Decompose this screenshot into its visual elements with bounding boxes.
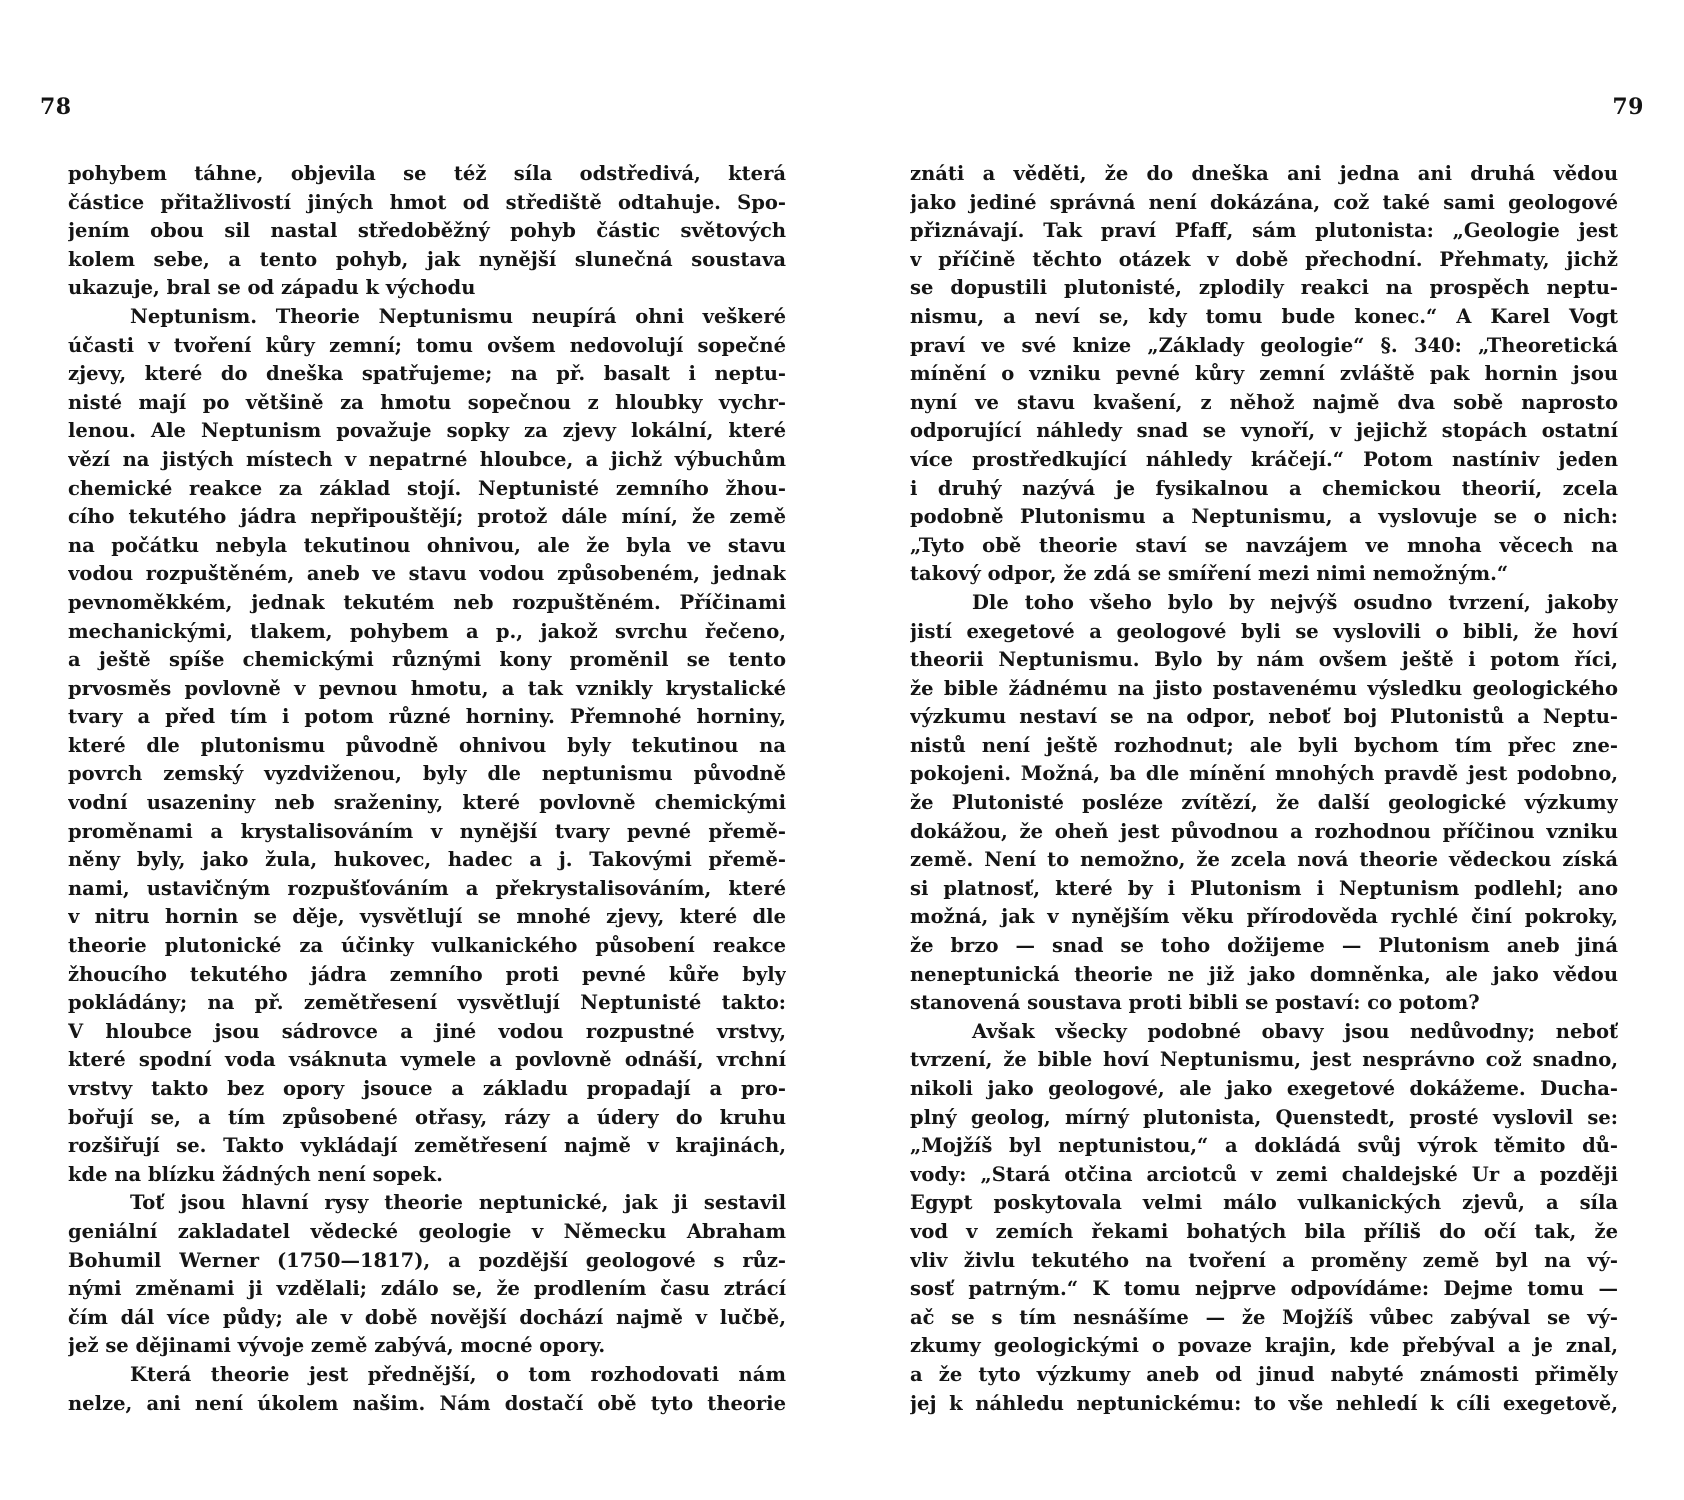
text-line: nými změnami ji vzdělali; zdálo se, že prodlením času ztrácí	[68, 1277, 786, 1301]
text-line: povrch zemský vyzdviženou, byly dle neptunismu původně	[68, 762, 786, 786]
text-line: se dopustili plutonisté, zplodily reakci na prospěch neptu-	[910, 276, 1618, 300]
text-line: částice přitažlivostí jiných hmot od střediště odtahuje. Spo-	[68, 190, 786, 214]
text-line: výzkumu nestaví se na odpor, neboť boj Plutonistů a Neptu-	[910, 705, 1618, 729]
text-line: jením obou sil nastal středoběžný pohyb částic světových	[68, 219, 786, 243]
text-line: podobně Plutonismu a Neptunismu, a vyslovuje se o nich:	[910, 505, 1618, 529]
text-line: „Tyto obě theorie staví se navzájem ve mnoha věcech na	[910, 533, 1618, 557]
text-line: na počátku nebyla tekutinou ohnivou, ale že byla ve stavu	[68, 533, 786, 557]
text-line: nistů není ještě rozhodnut; ale byli bychom tím přec zne-	[910, 733, 1618, 757]
text-line: Dle toho všeho bylo by nejvýš osudno tvrzení, jakoby	[972, 590, 1618, 614]
text-line: i druhý nazývá je fysikalnou a chemickou theorií, zcela	[910, 476, 1618, 500]
text-line: sosť patrným.“ K tomu nejprve odpovídáme: Dejme tomu —	[910, 1277, 1618, 1301]
text-line: jako jediné správná není dokázána, což také sami geologové	[910, 190, 1618, 214]
text-line: znáti a věděti, že do dneška ani jedna ani druhá vědou	[910, 162, 1618, 185]
text-line: účasti v tvoření kůry zemní; tomu ovšem nedovolují sopečné	[68, 333, 786, 357]
text-line: jistí exegetové a geologové byli se vyslovili o bibli, že hoví	[910, 619, 1618, 643]
text-line: které spodní voda vsáknuta vymele a povlovně odnáší, vrchní	[68, 1048, 786, 1072]
text-line: že brzo — snad se toho dožijeme — Plutonism aneb jiná	[910, 934, 1618, 958]
text-line: jej k náhledu neptunickému: to vše nehledí k cíli exegetově,	[910, 1391, 1618, 1415]
text-line: země. Není to nemožno, že zcela nová theorie vědeckou získá	[910, 848, 1618, 872]
text-line: vězí na jistých místech v nepatrné hloubce, a jichž výbuchům	[68, 447, 786, 471]
text-line: „Mojžíš byl neptunistou,“ a dokládá svůj výrok těmito dů-	[910, 1134, 1618, 1158]
text-line: ukazuje, bral se od západu k východu	[68, 276, 476, 300]
text-line: v příčině těchto otázek v době přechodní. Přehmaty, jichž	[910, 247, 1618, 271]
text-line: kde na blízku žádných není sopek.	[68, 1162, 443, 1186]
text-line: vliv živlu tekutého na tvoření a proměny země byl na vý-	[910, 1248, 1618, 1272]
left-page-text	[68, 160, 786, 1418]
text-line: vodou rozpuštěném, aneb ve stavu vodou způsobeném, jednak	[68, 562, 786, 586]
text-line: theorie plutonické za účinky vulkanického působení reakce	[68, 934, 786, 958]
text-line: Toť jsou hlavní rysy theorie neptunické, jak ji sestavil	[130, 1191, 786, 1215]
text-line: více prostředkující náhledy kráčejí.“ Potom nastíniv jeden	[910, 447, 1618, 471]
text-line: něny byly, jako žula, hukovec, hadec a j. Takovými přemě-	[68, 848, 786, 872]
text-line: čím dál více půdy; ale v době novější dochází najmě v lučbě,	[68, 1305, 786, 1329]
text-line: a ještě spíše chemickými různými kony proměnil se tento	[68, 648, 786, 672]
text-line: jež se dějinami vývoje země zabývá, mocné opory.	[68, 1334, 606, 1358]
text-line: vrstvy takto bez opory jsouce a základu propadají a pro-	[68, 1077, 786, 1100]
text-line: nismu, a neví se, kdy tomu bude konec.“ A Karel Vogt	[910, 304, 1618, 328]
text-line: si platnosť, které by i Plutonism i Neptunism podlehl; ano	[910, 876, 1618, 900]
text-line: nisté mají po většině za hmotu sopečnou z hloubky vychr-	[68, 390, 786, 414]
text-line: Avšak všecky podobné obavy jsou nedůvodny; neboť	[972, 1019, 1618, 1043]
text-line: takový odpor, že zdá se smíření mezi nimi nemožným.“	[910, 562, 1509, 586]
text-line: cího tekutého jádra nepřipouštějí; protož dále míní, že země	[68, 505, 786, 529]
text-line: proměnami a krystalisováním v nynější tvary pevné přemě-	[68, 819, 786, 843]
text-line: nami, ustavičným rozpušťováním a překrystalisováním, které	[68, 876, 786, 900]
text-line: chemické reakce za základ stojí. Neptunisté zemního žhou-	[68, 476, 786, 500]
text-line: odporující náhledy snad se vynoří, v jejichž stopách ostatní	[910, 419, 1618, 443]
text-line: theorii Neptunismu. Bylo by nám ovšem ještě i potom říci,	[910, 648, 1618, 672]
text-line: tvrzení, že bible hoví Neptunismu, jest nesprávno což snadno,	[910, 1048, 1618, 1072]
text-line: ač se s tím nesnášíme — že Mojžíš vůbec zabýval se vý-	[910, 1305, 1618, 1329]
text-line: že Plutonisté posléze zvítězí, že další geologické výzkumy	[910, 791, 1618, 815]
text-line: a že tyto výzkumy aneb od jinud nabyté známosti přiměly	[910, 1362, 1618, 1386]
text-line: lenou. Ale Neptunism považuje sopky za zjevy lokální, které	[68, 419, 786, 443]
text-line: plný geolog, mírný plutonista, Quenstedt, prosté vyslovil se:	[910, 1105, 1618, 1129]
text-line: vod v zemích řekami bohatých bila příliš do očí tak, že	[910, 1219, 1618, 1243]
text-line: v nitru hornin se děje, vysvětlují se mnohé zjevy, které dle	[68, 905, 786, 929]
text-line: mechanickými, tlakem, pohybem a p., jakož svrchu řečeno,	[68, 619, 786, 643]
text-line: zkumy geologickými o povaze krajin, kde přebýval a je znal,	[910, 1334, 1618, 1358]
page-number-right: 79	[1612, 94, 1644, 120]
text-line: nyní ve stavu kvašení, z něhož najmě dva sobě naprosto	[910, 390, 1618, 414]
text-line: žhoucího tekutého jádra zemního proti pevné kůře byly	[68, 962, 786, 986]
text-line: pohybem táhne, objevila se též síla odstředivá, která	[68, 162, 786, 185]
text-line: které dle plutonismu původně ohnivou byly tekutinou na	[68, 733, 786, 757]
text-line: mínění o vzniku pevné kůry zemní zvláště pak hornin jsou	[910, 362, 1618, 386]
text-line: Bohumil Werner (1750—1817), a pozdější geologové s růz-	[68, 1248, 786, 1272]
text-line: geniální zakladatel vědecké geologie v Německu Abraham	[68, 1219, 786, 1243]
text-line: dokážou, že oheň jest původnou a rozhodnou příčinou vzniku	[910, 819, 1618, 843]
text-line: zjevy, které do dneška spatřujeme; na př. basalt i neptu-	[68, 362, 786, 386]
text-line: vodní usazeniny neb sraženiny, které povlovně chemickými	[68, 791, 786, 815]
text-line: stanovená soustava proti bibli se postaví: co potom?	[910, 991, 1480, 1015]
right-page-text	[910, 160, 1618, 1418]
text-line: Egypt poskytovala velmi málo vulkanických zjevů, a síla	[910, 1191, 1618, 1215]
text-line: pokojeni. Možná, ba dle mínění mnohých pravdě jest podobno,	[910, 762, 1618, 786]
text-line: pevnoměkkém, jednak tekutém neb rozpuštěném. Příčinami	[68, 590, 786, 614]
right-page	[842, 0, 1684, 1500]
text-line: bořují se, a tím způsobené otřasy, rázy a údery do kruhu	[68, 1105, 786, 1129]
text-line: nikoli jako geologové, ale jako exegetové dokážeme. Ducha-	[910, 1077, 1618, 1100]
text-line: možná, jak v nynějším věku přírodověda rychlé činí pokroky,	[910, 905, 1618, 929]
text-line: přiznávají. Tak praví Pfaff, sám plutonista: „Geologie jest	[910, 219, 1618, 243]
page-number-left: 78	[40, 94, 72, 120]
text-line: neneptunická theorie ne již jako domněnka, ale jako vědou	[910, 962, 1618, 986]
text-line: Neptunism. Theorie Neptunismu neupírá ohni veškeré	[130, 304, 786, 328]
text-line: rozšiřují se. Takto vykládají zemětřesení najmě v krajinách,	[68, 1134, 786, 1158]
text-line: kolem sebe, a tento pohyb, jak nynější slunečná soustava	[68, 247, 786, 271]
text-line: tvary a před tím i potom různé horniny. Přemnohé horniny,	[68, 705, 786, 729]
text-line: V hloubce jsou sádrovce a jiné vodou rozpustné vrstvy,	[68, 1019, 786, 1043]
text-line: že bible žádnému na jisto postavenému výsledku geologického	[910, 676, 1618, 700]
text-line: nelze, ani není úkolem našim. Nám dostačí obě tyto theorie	[68, 1391, 786, 1415]
text-line: prvosměs povlovně v pevnou hmotu, a tak vznikly krystalické	[68, 676, 786, 700]
text-line: praví ve své knize „Základy geologie“ §. 340: „Theoretická	[910, 333, 1618, 357]
text-line: Která theorie jest přednější, o tom rozhodovati nám	[130, 1362, 786, 1386]
text-line: vody: „Stará otčina arciotců v zemi chaldejské Ur a později	[910, 1162, 1618, 1186]
text-line: pokládány; na př. zemětřesení vysvětlují Neptunisté takto:	[68, 991, 786, 1015]
